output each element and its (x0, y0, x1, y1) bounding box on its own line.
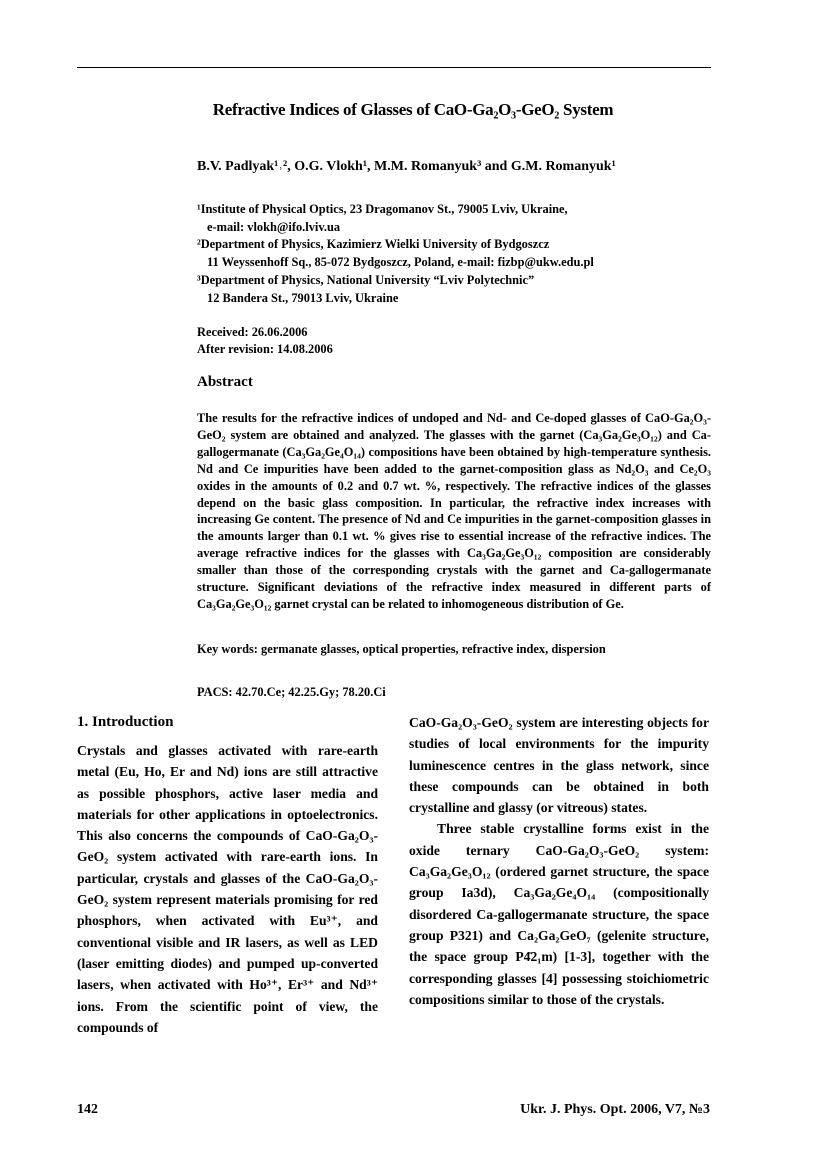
intro-paragraph-2: Three stable crystalline forms exist in the oxide ternary CaO-Ga₂O₃-GeO₂ system: Ca₃Ga₂Ge₃O₁₂ (ordered garnet structure, the space group Ia3d), Ca₃Ga₂Ge₄O₁₄ (compositionally disordered Ca-gallogermanate structure, the space group P321) and Ca₂Ga₂GeO₇ (gelenite structure, the space group P4̄2₁m) [1-3], together with the corresponding glasses [4] possessing stoichiometric compositions similar to those of the crystals. (409, 821, 709, 1007)
affiliation-1-email: e-mail: vlokh@ifo.lviv.ua (207, 219, 341, 234)
paper-title: Refractive Indices of Glasses of CaO-Ga₂O₃-GeO₂ System (212, 100, 614, 119)
submission-dates (197, 324, 333, 358)
abstract-heading: Abstract (197, 374, 253, 390)
pacs-codes: PACS: 42.70.Ce; 42.25.Gy; 78.20.Ci (197, 685, 386, 699)
revised-date: After revision: 14.08.2006 (197, 342, 333, 356)
affiliations (197, 201, 667, 307)
keywords: Key words: germanate glasses, optical properties, refractive index, dispersion (197, 642, 606, 656)
right-column (409, 712, 709, 1010)
received-date: Received: 26.06.2006 (197, 325, 308, 339)
affiliation-3-address: 12 Bandera St., 79013 Lviv, Ukraine (207, 290, 399, 305)
affiliation-2: ²Department of Physics, Kazimierz Wielki University of Bydgoszcz (197, 237, 550, 252)
section-heading-introduction: 1. Introduction (77, 714, 174, 730)
left-column (77, 740, 378, 1038)
author-list: B.V. Padlyak¹˒², O.G. Vlokh¹, M.M. Romanyuk³ and G.M. Romanyuk¹ (197, 159, 616, 174)
abstract-text: The results for the refractive indices of undoped and Nd- and Ce-doped glasses of CaO-Ga₂O₃-GeO₂ system are obtained and analyzed. The glasses with the garnet (Ca₃Ga₂Ge₃O₁₂) and Ca-gallogermanate (Ca₃Ga₂Ge₄O₁₄) compositions have been obtained by high-temperature synthesis. Nd and Ce impurities have been added to the garnet-composition glass as Nd₂O₃ and Ce₂O₃ oxides in the amounts of 0.2 and 0.7 wt. %, respectively. The refractive indices of the glasses depend on the basic glass composition. In particular, the refractive index increases with increasing Ge content. The presence of Nd and Ce impurities in the garnet-composition glasses in the amounts larger than 0.1 wt. % gives rise to essential increase of the refractive indices. The average refractive indices for the glasses with Ca₃Ga₂Ge₃O₁₂ composition are considerably smaller than those of the corresponding crystals with the garnet and Ca-gallogermanate structure. Significant deviations of the refractive index measured in different parts of Ca₃Ga₂Ge₃O₁₂ garnet crystal can be related to inhomogeneous distribution of Ge. (197, 411, 711, 611)
journal-citation: Ukr. J. Phys. Opt. 2006, V7, №3 (520, 1102, 710, 1117)
intro-paragraph-1: Crystals and glasses activated with rare-earth metal (Eu, Ho, Er and Nd) ions are still attractive as possible phosphors, active laser media and materials for other applications in optoelectronics. This also concerns the compounds of CaO-Ga₂O₃-GeO₂ system activated with rare-earth ions. In particular, crystals and glasses of the CaO-Ga₂O₃-GeO₂ system represent materials promising for red phosphors, when activated with Eu³⁺, and conventional visible and IR lasers, as well as LED (laser emitting diodes) and pumped up-converted lasers, when activated with Ho³⁺, Er³⁺ and Nd³⁺ ions. From the scientific point of view, the compounds of (77, 743, 378, 1035)
header-rule (77, 67, 711, 68)
affiliation-2-address: 11 Weyssenhoff Sq., 85-072 Bydgoszcz, Poland, e-mail: fizbp@ukw.edu.pl (207, 255, 594, 270)
page-number: 142 (77, 1102, 98, 1117)
affiliation-1: ¹Institute of Physical Optics, 23 Dragomanov St., 79005 Lviv, Ukraine, (197, 202, 568, 216)
intro-paragraph-1-continued: CaO-Ga₂O₃-GeO₂ system are interesting objects for studies of local environments for the impurity luminescence centres in the glass network, since these compounds can be obtained in both crystalline and glassy (or vitreous) states. (409, 715, 709, 816)
affiliation-3: ³Department of Physics, National University “Lviv Polytechnic” (197, 272, 535, 287)
